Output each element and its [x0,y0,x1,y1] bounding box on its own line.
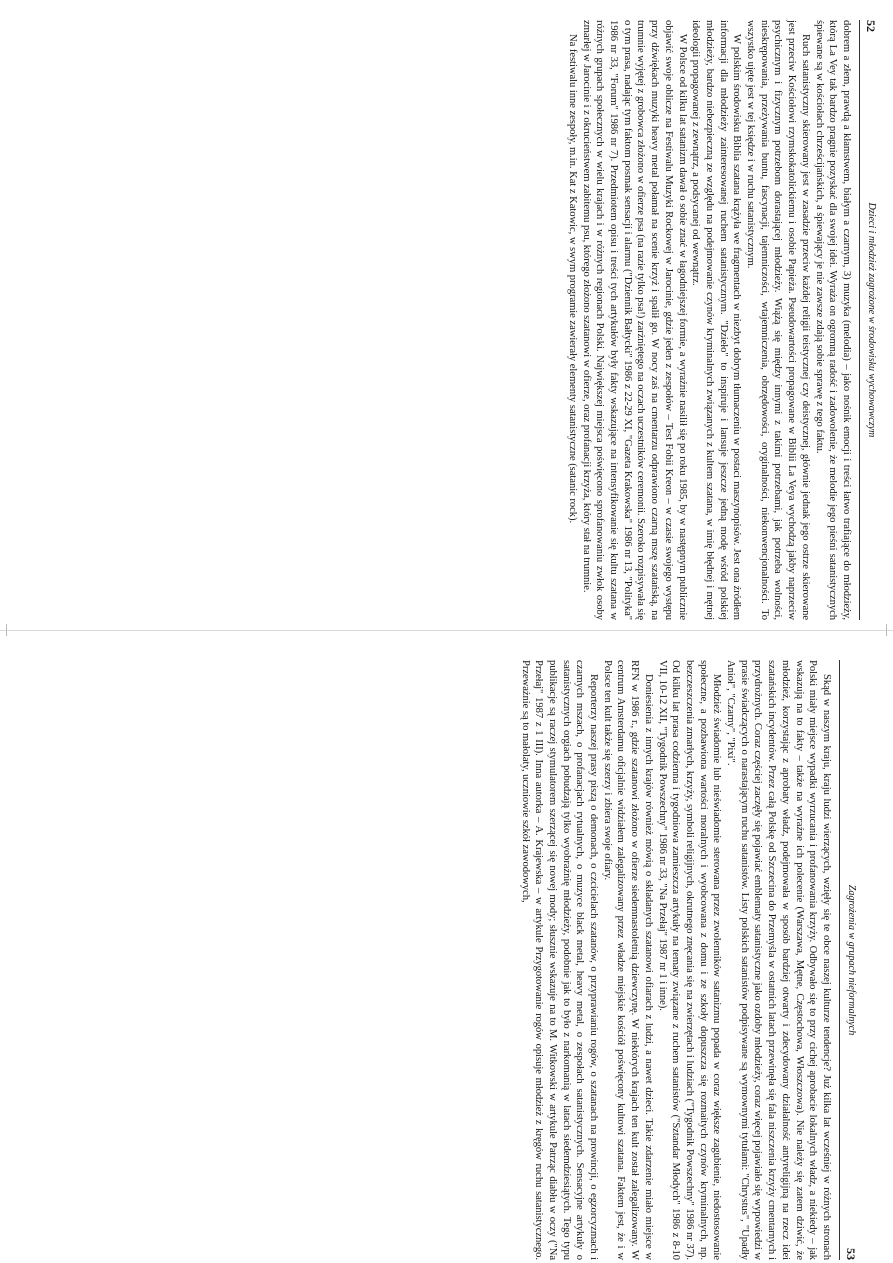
page-header [859,20,882,620]
paragraph: Ruch satanistyczny skierowany jest w zasadzie przeciw każdej religii teistycznej czy deistycznej, głównie jednak jego ostrze skierowane jest przeciw Kościołowi rzymskokatolickiemu i osobie Papieża. Pseudowartości propagowane w Biblii La Veya wychodzą jakby naprzeciw psychicznym i fizycznym potrzebom dorastającej młodzieży. Wiążą się między innymi z takimi potrzebami, jak potrzeba wolności, nieskrępowania, przeżywania buntu, fascynacji, tajemniczości, wtajemniczenia, obrzędowości, oryginalności, niekonwencjonalności. To wszystko ujęte jest w tej księdze i w ruchu satanistycznym. [745,20,811,620]
paragraph: Na festiwalu inne zespoły, m.in. Kat z Katowic, w swym programie zawierały elementy satanistyczne (satanic rock). [566,34,578,524]
paragraph: dobrem a złem, prawdą a kłamstwem, białym a czarnym, 3) muzyka (melodia) – jako nośnik emocji i treści łatwo trafiające do młodzieży, którą La Vey tak bardzo pragnie pozyskać dla swojej idei. Wyraża on ogromną radość i zadowolenie, że melodie jego pieśni satanistycznych śpiewane są w kościołach chrześcijańskich, a śpiewający je nie zawsze zdają sobie sprawę z tego faktu. [813,20,852,620]
page-body [518,660,833,1260]
running-title: Dzieci i młodzież zagrożone w środowisku wychowawczym [866,202,877,438]
paragraph: Reporterzy naszej prasy piszą o demonach, o czcicielach szatanów, o przyprawianiu rogów, o szatanach na prowincji, o egzorcyzmach i czarnych mszach, o profanacjach rytualnych, o muzyce black metal, heavy metal, o zespołach satanistycznych. Sensacyjne artykuły o satanistycznych orgiach pobudzają tylko wyobraźnię młodzieży, podobnie jak to było z narkomanią w latach siedemdziesiątych. Tego typu publikacje są raczej stymulatorem szerzącej się nowej mody; słusznie wskazuje na to M. Witkowski w artykule Patrząc diabłu w oczy ("Na Przełaj" 1987 z 1 III). Inna autorka – A. Krajewska – w artykule Przygotowanie rogów opisuje młodzież z kręgów ruchu satanistycznego. Przeważnie są to małolaty, uczniowie szkół zawodowych, [519,660,600,1260]
paragraph: Młodzież świadomie lub nieświadomie sterowana przez zwolenników satanizmu popada w coraz większe zagubienie, niedostosowanie społeczne, a pozbawiona wartości moralnych i wyobcowana z domu i ze szkoły dopuszcza się rozmaitych czynów kryminalnych, np. bezczeszczenia zmarłych, krzyży, symboli religijnych, okrutnego znęcania się na zwierzętach i ludziach ("Tygodnik Powszechny" 1986 nr 37). Od kilku lat prasa codzienna i tygodniowa zamieszcza artykuły na tematy związane z ruchem satanistów ("Sztandar Młodych" 1986 z 8-10 VII, 10-12 XII, "Tygodnik Powszechny" 1986 nr 33, "Na Przełaj" 1987 nr 1 i inne). [656,660,723,1260]
page-number: 52 [864,20,878,32]
right-page [442,660,862,1260]
fold-mark-right [886,624,893,636]
paragraph: W polskim środowisku Biblia szatana krążyła we fragmentach w niezbyt dobrym tłumaczeniu w postaci maszynopisów. Jest ona źródłem informacji dla młodzieży zainteresowanej ruchem satanistycznym. "Dzieło" to inspiruje i lansuje jeszcze jedną modę wśród polskiej młodzieży, bardzo niebezpieczną ze względu na podejmowanie czynów kryminalnych związanych z kultem szatana, w imię błędnej i mętnej ideologii propagowanej z zewnątrz, a podsycanej od wewnątrz. [690,20,743,620]
page-number: 53 [844,1248,858,1260]
page-body [565,20,853,620]
paragraph: Skąd w naszym kraju, kraju ludzi wierzących, wzięły się te obce naszej kulturze tendencje? Już kilka lat wcześniej w różnych stronach Polski miały miejsce wypadki wyrzucania i profanowania krzyży. Odbywało się to przy cichej aprobacie lokalnych władz, a niekiedy – jak wskazują na to fakty – także na wyraźne ich polecenie (Warszawa, Mętne, Częstochowa, Włoszczowa). Nie należy się zatem dziwić, że młodzież, korzystając z aprobaty władz, podejmowała w sposób bardziej otwarty i zdecydowany działalność antyreligijną na rzecz idei szatańskich incydentów. Przez całą Polskę od Szczecina do Przemyśla w ostatnich latach przewinęła się fala niszczenia krzyży cmentarnych i przydrożnych. Coraz częściej zaczęły się pojawiać emblematy satanistyczne jako ozdoby młodzieży, coraz więcej pojawiało się wypowiedzi w prasie świadczących o narastającym ruchu satanistów. Listy polskich satanistów podpisywane są wymownymi tytułami: "Chrystus", "Upadły Anioł", "Czarny", "Pixi". [725,660,832,1260]
page-fold-line [0,630,893,631]
page-header [839,660,862,1260]
left-page [462,20,882,620]
running-title: Zagrożenia w grupach nieformalnych [846,884,857,1036]
fold-mark-left [0,624,7,636]
paragraph: Doniesienia z innych krajów również mówią o składanych szatanowi ofiarach z ludzi, a nawet dzieci. Takie zdarzenie miało miejsce w RFN w 1986 r., gdzie szatanowi złożono w ofierze siedemnastoletnią dziewczynę. W niektórych krajach ten kult został zalegalizowany. W centrum Amsterdamu oficjalnie widziałem zalegalizowany przez władze miejskie kościół poświęcony kultowi szatana. Faktem jest, że i w Polsce ten kult także się szerzy i zbiera swoje ofiary. [601,660,654,1260]
paragraph: W Polsce od kilku lat satanizm dawał o sobie znać w łagodniejszej formie, a wyraźnie nasilił się po roku 1985, by w następnym publicznie objawić swoje oblicze na Festiwalu Muzyki Rockowej w Jarocinie, gdzie jeden z zespołów – Test Fobii Kreon – w czasie swojego występu przy dźwiękach muzyki heavy metal połamał na scenie krzyż i spalił go. W nocy zaś na cmentarzu odprawiono czarną mszę szatańską, na trumnie wyjętej z grobowca złożono w ofierze psa (na razie tylko psa!) zarżniętego na oczach uczestników ceremonii. Szeroko rozpisywała się o tym prasa, nadając tym faktom posmak sensacji i alarmu ("Dziennik Bałtycki" 1986 z 22-29 XI, "Gazeta Krakowska" 1986 nr 13, "Polityka" 1986 nr 33, "Forum" 1986 nr 7). Przedmiotem opisu i treści tych artykułów były fakty wskazujące na intensyfikowanie się kultu szatana w różnych grupach społecznych w wielu krajach i w różnych regionach Polski. Największej miejsca poświęcono sprofanowaniu zwłok osoby zmarłej w Jarocinie i z okrucieństwem zabitemu psu, którego złożono szatanowi w ofierze, oraz profanacji krzyża, który stał na trumnie. [580,20,688,620]
